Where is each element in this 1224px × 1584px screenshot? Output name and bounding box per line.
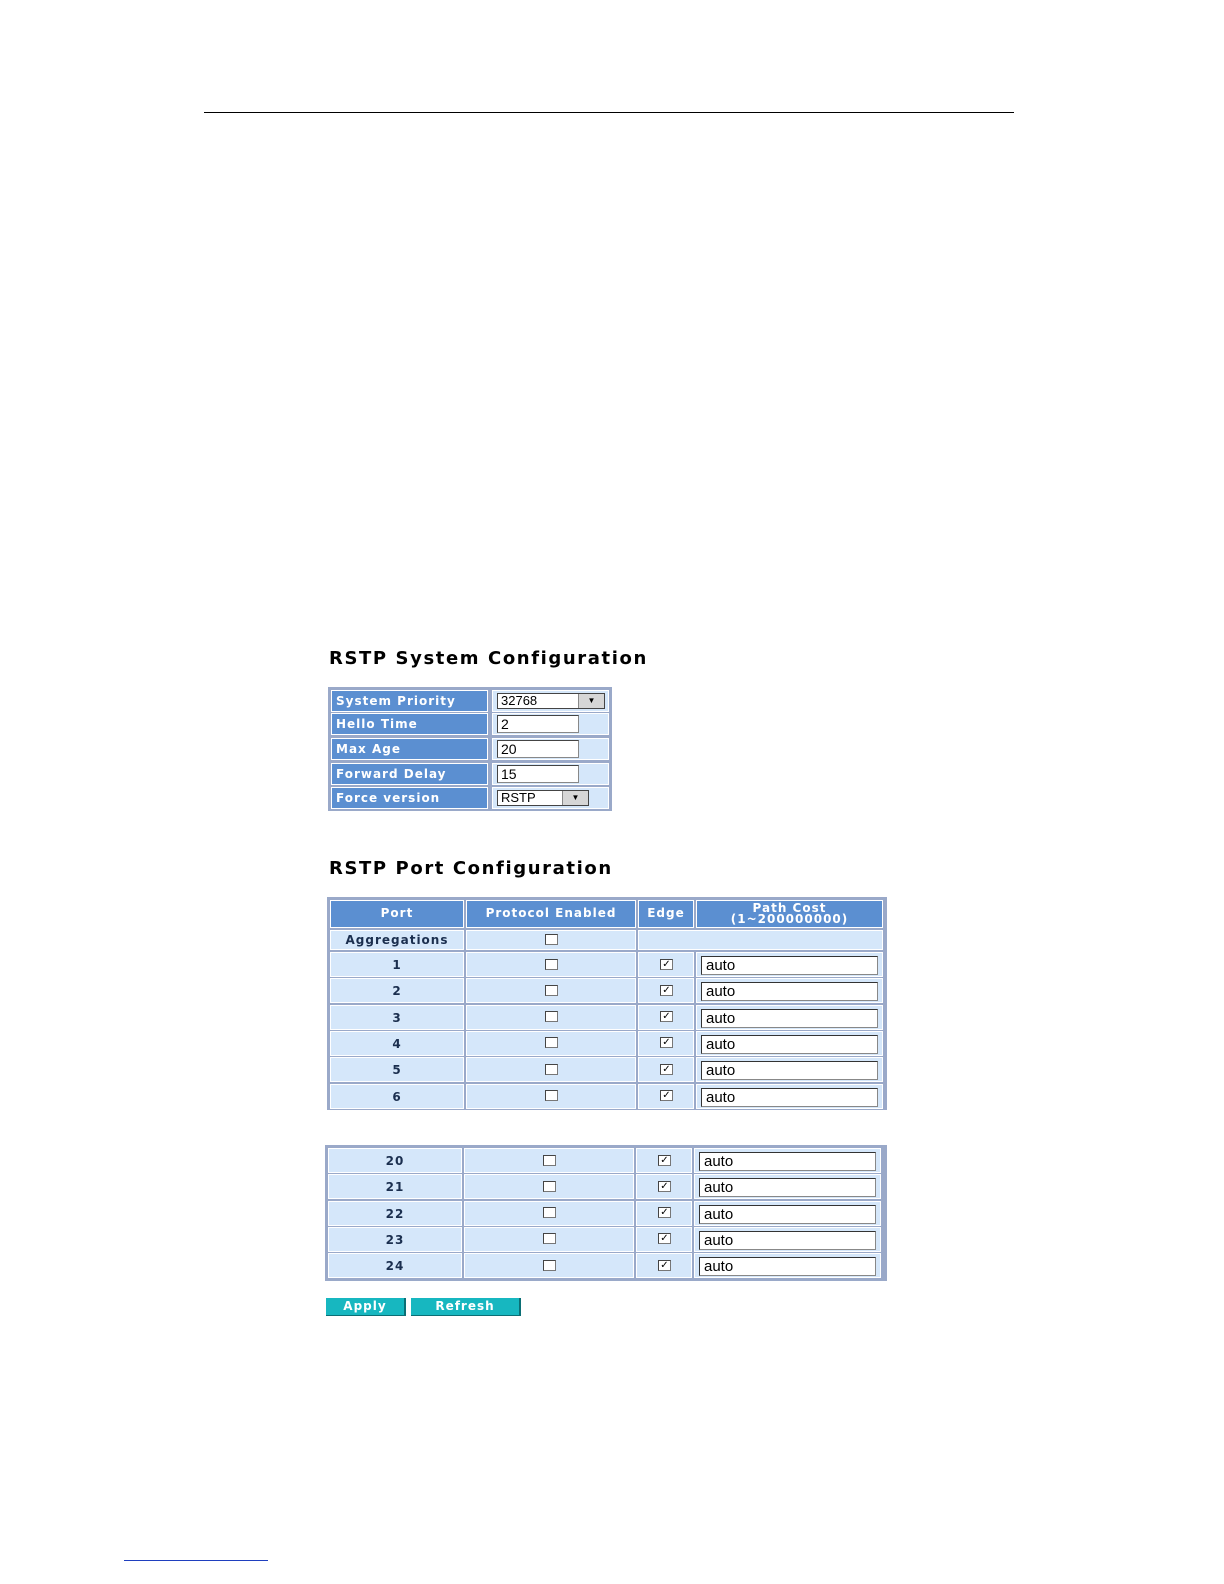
path-cost-input[interactable]: auto — [699, 1257, 876, 1276]
edge-cell — [636, 1201, 692, 1226]
protocol-enabled-checkbox[interactable] — [543, 1181, 556, 1192]
aggregations-empty-cell — [638, 930, 883, 950]
edge-cell — [638, 952, 694, 977]
force-version-select[interactable] — [497, 790, 589, 806]
port-config-table — [327, 897, 887, 1110]
page-header-rule — [204, 112, 1014, 113]
protocol-enabled-cell — [464, 1253, 634, 1278]
forward-delay-input[interactable]: 15 — [497, 765, 579, 783]
edge-checkbox[interactable]: ✓ — [660, 1011, 673, 1022]
system-config-title: RSTP System Configuration — [329, 648, 648, 669]
path-cost-input[interactable]: auto — [701, 982, 878, 1001]
chevron-down-icon[interactable]: ▼ — [562, 791, 588, 805]
protocol-enabled-checkbox[interactable] — [545, 1064, 558, 1075]
port-number: 6 — [330, 1084, 464, 1109]
port-number: 4 — [330, 1031, 464, 1056]
path-cost-input[interactable]: auto — [701, 1009, 878, 1028]
protocol-enabled-checkbox[interactable] — [545, 1090, 558, 1101]
port-number: 21 — [328, 1174, 462, 1199]
row-forward-delay — [331, 763, 609, 785]
protocol-enabled-cell — [464, 1227, 634, 1252]
edge-cell — [638, 1031, 694, 1056]
edge-cell — [636, 1253, 692, 1278]
path-cost-cell — [696, 978, 883, 1003]
protocol-enabled-cell — [466, 978, 636, 1003]
port-config-table-continued — [325, 1145, 887, 1281]
system-config-table — [328, 687, 612, 811]
path-cost-cell — [694, 1227, 881, 1252]
path-cost-cell — [696, 1057, 883, 1082]
row-hello-time — [331, 713, 609, 735]
port-number: 20 — [328, 1148, 462, 1173]
path-cost-input[interactable]: auto — [701, 1035, 878, 1054]
edge-checkbox[interactable]: ✓ — [658, 1207, 671, 1218]
path-cost-input[interactable]: auto — [701, 956, 878, 975]
protocol-enabled-checkbox[interactable] — [543, 1207, 556, 1218]
edge-checkbox[interactable]: ✓ — [660, 1037, 673, 1048]
system-priority-value: 32768 — [501, 693, 538, 708]
port-number: 22 — [328, 1201, 462, 1226]
path-cost-input[interactable]: auto — [699, 1231, 876, 1250]
path-cost-input[interactable]: auto — [701, 1061, 878, 1080]
path-cost-range: (1~200000000) — [730, 912, 849, 926]
port-number: 1 — [330, 952, 464, 977]
edge-checkbox[interactable]: ✓ — [658, 1233, 671, 1244]
protocol-enabled-cell — [464, 1148, 634, 1173]
edge-checkbox[interactable]: ✓ — [660, 985, 673, 996]
chevron-down-icon[interactable]: ▼ — [578, 694, 604, 708]
label-forward-delay: Forward Delay — [331, 763, 488, 785]
aggregations-protocol-cell — [466, 930, 636, 950]
max-age-input[interactable]: 20 — [497, 740, 579, 758]
port-number: 5 — [330, 1057, 464, 1082]
aggregations-label: Aggregations — [330, 930, 464, 950]
path-cost-cell — [696, 1031, 883, 1056]
edge-checkbox[interactable]: ✓ — [660, 1090, 673, 1101]
port-number: 23 — [328, 1227, 462, 1252]
protocol-enabled-cell — [466, 1005, 636, 1030]
value-cell-force-version — [492, 787, 609, 809]
protocol-enabled-checkbox[interactable] — [545, 985, 558, 996]
label-hello-time: Hello Time — [331, 713, 488, 735]
edge-cell — [638, 1084, 694, 1109]
protocol-enabled-checkbox[interactable] — [545, 1011, 558, 1022]
port-number: 24 — [328, 1253, 462, 1278]
path-cost-label: Path Cost — [752, 901, 827, 915]
protocol-enabled-cell — [466, 1084, 636, 1109]
row-force-version — [331, 787, 609, 809]
path-cost-input[interactable]: auto — [699, 1178, 876, 1197]
path-cost-cell — [694, 1253, 881, 1278]
protocol-enabled-cell — [466, 1057, 636, 1082]
refresh-button[interactable]: Refresh — [411, 1298, 521, 1316]
protocol-enabled-checkbox[interactable] — [543, 1260, 556, 1271]
path-cost-input[interactable]: auto — [699, 1152, 876, 1171]
protocol-enabled-checkbox[interactable] — [543, 1155, 556, 1166]
col-header-edge: Edge — [638, 900, 694, 928]
protocol-enabled-checkbox[interactable] — [543, 1233, 556, 1244]
label-system-priority: System Priority — [331, 690, 488, 712]
footer-rule — [124, 1560, 268, 1561]
rstp-config-screenshot — [322, 641, 902, 1317]
protocol-enabled-cell — [464, 1174, 634, 1199]
value-cell-max-age — [492, 738, 609, 760]
value-cell-forward-delay — [492, 763, 609, 785]
col-header-port: Port — [330, 900, 464, 928]
path-cost-input[interactable]: auto — [701, 1088, 878, 1107]
row-max-age — [331, 738, 609, 760]
system-priority-select[interactable] — [497, 693, 605, 709]
path-cost-cell — [696, 1084, 883, 1109]
edge-cell — [638, 1005, 694, 1030]
col-header-path-cost — [696, 900, 883, 928]
edge-cell — [638, 978, 694, 1003]
port-number: 2 — [330, 978, 464, 1003]
edge-cell — [636, 1227, 692, 1252]
edge-checkbox[interactable]: ✓ — [660, 1064, 673, 1075]
path-cost-input[interactable]: auto — [699, 1205, 876, 1224]
path-cost-cell — [694, 1174, 881, 1199]
path-cost-cell — [694, 1148, 881, 1173]
edge-checkbox[interactable]: ✓ — [660, 959, 673, 970]
protocol-enabled-checkbox[interactable] — [545, 1037, 558, 1048]
port-config-title: RSTP Port Configuration — [329, 858, 613, 879]
col-header-protocol-enabled: Protocol Enabled — [466, 900, 636, 928]
hello-time-input[interactable]: 2 — [497, 715, 579, 733]
path-cost-cell — [696, 952, 883, 977]
apply-button[interactable]: Apply — [326, 1298, 406, 1316]
value-cell-system-priority — [492, 690, 609, 712]
edge-cell — [636, 1174, 692, 1199]
edge-checkbox[interactable]: ✓ — [658, 1181, 671, 1192]
protocol-enabled-cell — [466, 1031, 636, 1056]
protocol-enabled-cell — [464, 1201, 634, 1226]
path-cost-cell — [696, 1005, 883, 1030]
force-version-value: RSTP — [501, 790, 536, 805]
path-cost-cell — [694, 1201, 881, 1226]
label-max-age: Max Age — [331, 738, 488, 760]
edge-cell — [638, 1057, 694, 1082]
edge-cell — [636, 1148, 692, 1173]
value-cell-hello-time — [492, 713, 609, 735]
row-system-priority — [331, 690, 609, 712]
protocol-enabled-cell — [466, 952, 636, 977]
port-number: 3 — [330, 1005, 464, 1030]
protocol-enabled-checkbox[interactable] — [545, 959, 558, 970]
edge-checkbox[interactable]: ✓ — [658, 1260, 671, 1271]
label-force-version: Force version — [331, 787, 488, 809]
aggregations-protocol-checkbox[interactable] — [545, 934, 558, 945]
edge-checkbox[interactable]: ✓ — [658, 1155, 671, 1166]
